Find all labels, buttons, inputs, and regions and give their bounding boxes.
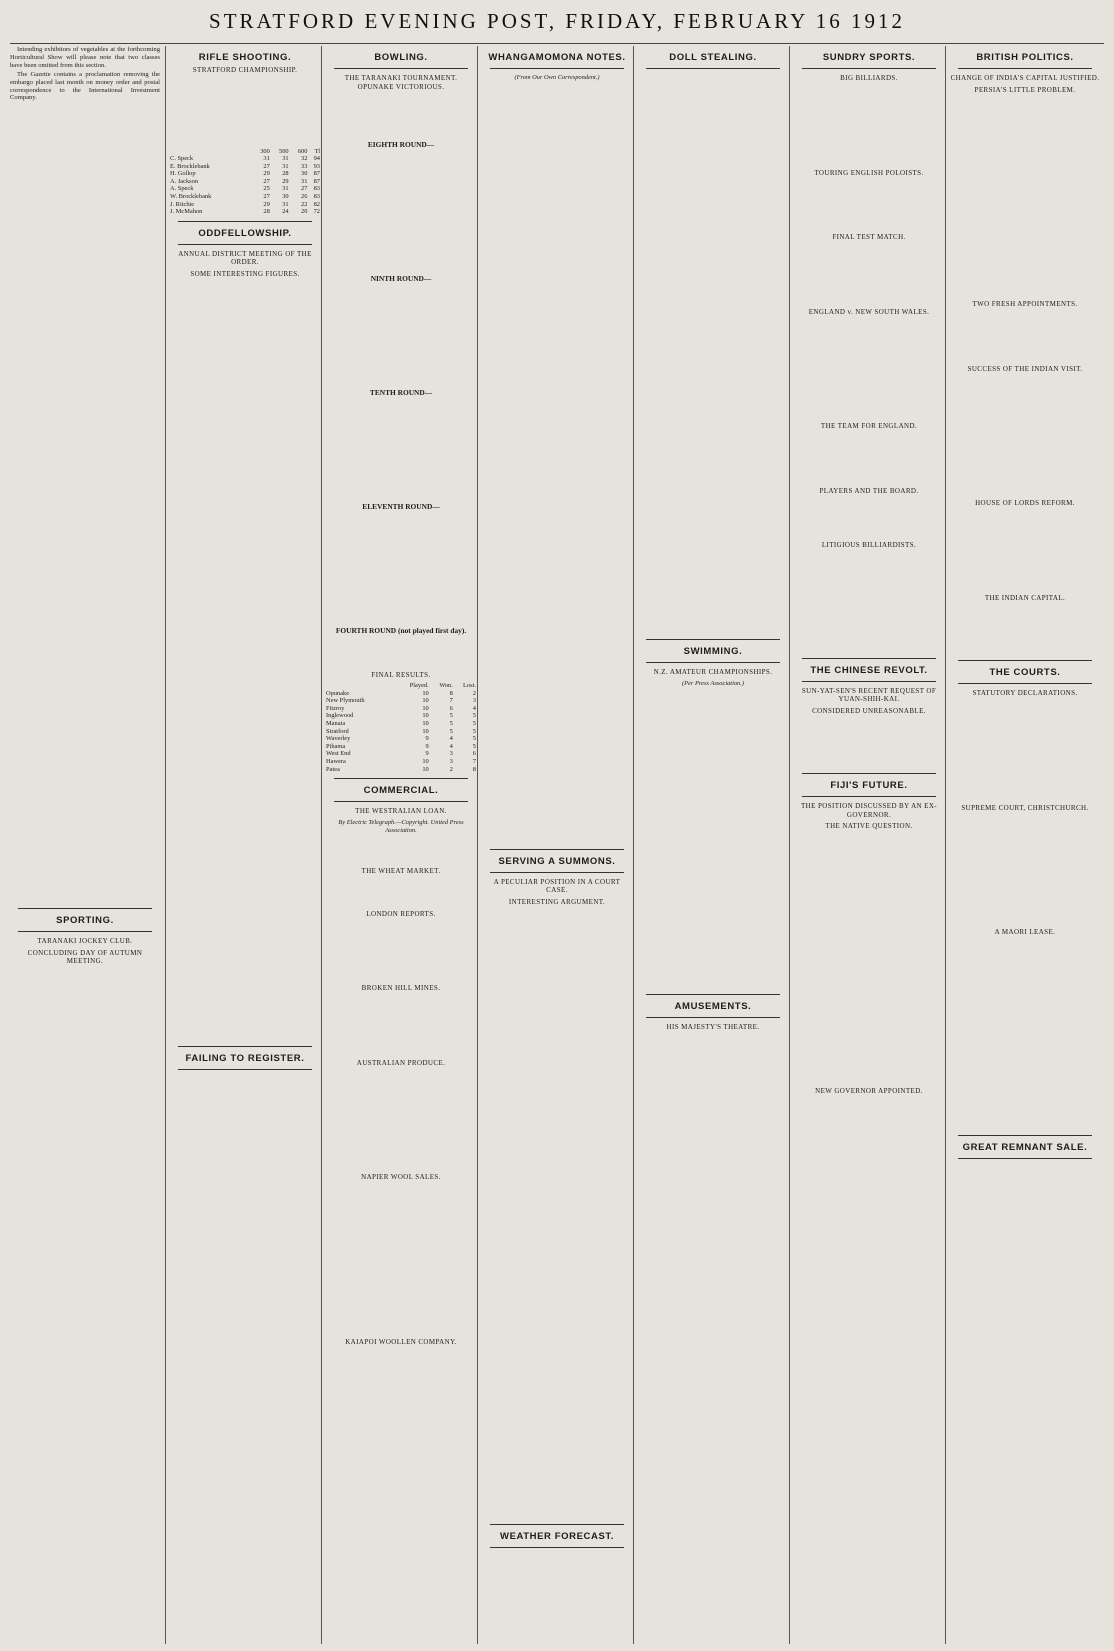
section-rule <box>18 931 152 932</box>
body-text-block <box>638 74 788 634</box>
table-row: Stratford 10 5 5 <box>326 727 476 735</box>
section-rule <box>958 660 1092 661</box>
section-rule <box>646 1017 780 1018</box>
body-text-block <box>326 1070 476 1170</box>
section-heading: GREAT REMNANT SALE. <box>962 1141 1088 1153</box>
body-text-block <box>482 84 632 844</box>
subheading: PLAYERS AND THE BOARD. <box>819 486 919 495</box>
body-text-block <box>482 909 632 1519</box>
subheading: A PECULIAR POSITION IN A COURT CASE. <box>493 877 621 895</box>
body-text-block <box>326 879 476 907</box>
subheading: INTERESTING ARGUMENT. <box>508 897 606 906</box>
body-text-block <box>326 996 476 1056</box>
section-rule <box>646 994 780 995</box>
round-heading: ELEVENTH ROUND— <box>362 501 440 511</box>
table-row: Inglewood 10 5 5 <box>326 712 476 720</box>
section-rule <box>178 244 312 245</box>
subheading: PERSIA'S LITTLE PROBLEM. <box>974 85 1076 94</box>
section-rule <box>178 1069 312 1070</box>
section-rule <box>958 68 1092 69</box>
intro-paragraph: Intending exhibitors of vegetables at the forthcoming Horticultural Show will please note that two classes have been omitted from this section. <box>10 46 160 69</box>
table-row: Manaia 10 5 5 <box>326 720 476 727</box>
column-1 <box>10 46 160 1644</box>
section-rule <box>490 1524 624 1525</box>
subheading: AUSTRALIAN PRODUCE. <box>356 1058 446 1067</box>
body-text-block <box>326 1185 476 1335</box>
subheading: THE INDIAN CAPITAL. <box>984 593 1066 602</box>
table-row: Waverley 9 4 5 <box>326 735 476 743</box>
column-3 <box>326 46 476 1644</box>
round-heading: NINTH ROUND— <box>370 273 432 283</box>
subheading: THE NATIVE QUESTION. <box>825 822 913 830</box>
body-text-block <box>950 815 1100 925</box>
body-text-block <box>794 319 944 419</box>
table-row: Hawera 10 3 7 <box>326 757 476 765</box>
body-text-block <box>170 78 320 148</box>
section-rule <box>958 683 1092 684</box>
subheading: SUPREME COURT, CHRISTCHURCH. <box>961 803 1089 812</box>
body-text-block <box>326 514 476 624</box>
body-text-block <box>950 940 1100 1130</box>
body-text-block <box>794 180 944 230</box>
body-text-block <box>794 86 944 166</box>
subheading: A MAORI LEASE. <box>994 928 1056 936</box>
gazette-paragraph: The Gazette contains a proclamation removing the embargo placed last month on money order and postal correspondence to the International Investment Company. <box>10 70 160 102</box>
subheading: CONSIDERED UNREASONABLE. <box>812 706 926 715</box>
subheading: TWO FRESH APPOINTMENTS. <box>972 300 1078 308</box>
newspaper-columns <box>10 46 1104 1644</box>
section-rule <box>334 778 468 779</box>
subheading: N.Z. AMATEUR CHAMPIONSHIPS. <box>653 668 773 676</box>
subheading: TARANAKI JOCKEY CLUB. <box>37 937 133 946</box>
section-heading: THE COURTS. <box>989 667 1061 678</box>
subheading: CHANGE OF INDIA'S CAPITAL JUSTIFIED. <box>950 74 1100 82</box>
subheading: STRATFORD CHAMPIONSHIP. <box>192 66 298 74</box>
body-text-block <box>170 281 320 1041</box>
body-text-block <box>326 836 476 864</box>
masthead: STRATFORD EVENING POST, FRIDAY, FEBRUARY 16 1912 <box>209 9 905 33</box>
section-rule <box>490 849 624 850</box>
body-text-block <box>950 376 1100 496</box>
column-2 <box>170 46 320 1644</box>
body-text-block <box>794 718 944 768</box>
section-heading: COMMERCIAL. <box>363 785 439 797</box>
table-row: W. Brocklebank 27 30 26 83 <box>170 193 320 201</box>
table-row: J. Ritchie 29 31 22 82 <box>170 200 320 208</box>
body-text-block <box>794 434 944 484</box>
table-row: J. McMahon 28 24 20 72 <box>170 208 320 216</box>
round-heading: FOURTH ROUND (not played first day). <box>335 625 467 635</box>
subheading: SUCCESS OF THE INDIAN VISIT. <box>967 364 1083 373</box>
wire-credit: (Per Press Association.) <box>682 679 744 687</box>
column-divider <box>633 46 634 1644</box>
subheading: THE TARANAKI TOURNAMENT. OPUNAKE VICTORIOUS. <box>344 74 458 91</box>
body-text-block <box>794 834 944 1084</box>
subheading: SOME INTERESTING FIGURES. <box>190 269 300 278</box>
table-row: H. Gollop 29 28 30 87 <box>170 170 320 178</box>
subheading: THE POSITION DISCUSSED BY AN EX-GOVERNOR. <box>800 802 938 819</box>
section-rule <box>646 68 780 69</box>
section-heading: FIJI'S FUTURE. <box>830 780 908 791</box>
subheading: BROKEN HILL MINES. <box>361 984 441 993</box>
section-heading: ODDFELLOWSHIP. <box>198 227 292 239</box>
section-heading: BOWLING. <box>374 52 428 63</box>
section-heading: SWIMMING. <box>683 646 743 657</box>
body-text-block <box>794 553 944 653</box>
table-row: Pihama 9 4 5 <box>326 742 476 750</box>
subheading: HIS MAJESTY'S THEATRE. <box>666 1023 760 1032</box>
section-heading: SPORTING. <box>56 915 114 927</box>
section-heading: RIFLE SHOOTING. <box>198 52 292 63</box>
table-row: E. Brocklebank 27 31 33 93 <box>170 162 320 170</box>
body-text-block <box>326 286 476 386</box>
section-heading: WEATHER FORECAST. <box>500 1531 614 1543</box>
body-text-block <box>950 701 1100 801</box>
section-heading: DOLL STEALING. <box>669 52 757 63</box>
table-row: New Plymouth 10 7 3 <box>326 697 476 705</box>
section-heading: SUNDRY SPORTS. <box>822 52 916 63</box>
section-heading: AMUSEMENTS. <box>674 1001 752 1013</box>
section-heading: WHANGAMOMONA NOTES. <box>488 52 626 63</box>
section-heading: BRITISH POLITICS. <box>976 52 1074 63</box>
body-text-block <box>950 97 1100 297</box>
table-row: West End 9 3 6 <box>326 750 476 758</box>
column-divider <box>789 46 790 1644</box>
section-rule <box>958 1158 1092 1159</box>
body-text-block <box>10 103 160 903</box>
column-divider <box>165 46 166 1644</box>
subheading: CONCLUDING DAY OF AUTUMN MEETING. <box>27 948 143 966</box>
subheading: FINAL RESULTS. <box>371 670 431 679</box>
table-row: Patea 10 2 8 <box>326 765 476 773</box>
section-rule <box>490 68 624 69</box>
table-row: C. Speck 31 31 32 94 <box>170 155 320 163</box>
body-text-block <box>326 94 476 138</box>
wire-credit: By Electric Telegraph.—Copyright. United Press Association. <box>338 818 464 834</box>
masthead-rule <box>10 43 1104 44</box>
column-4 <box>482 46 632 1644</box>
body-text-block <box>326 152 476 272</box>
subheading: FINAL TEST MATCH. <box>832 233 906 241</box>
correspondent-credit: (From Our Own Correspondent.) <box>514 74 600 81</box>
section-rule <box>334 68 468 69</box>
body-text-block <box>950 312 1100 362</box>
table-row: A. Speck 25 31 27 83 <box>170 185 320 193</box>
subheading: THE WESTRALIAN LOAN. <box>355 807 447 816</box>
body-text-block <box>326 921 476 981</box>
subheading: STATUTORY DECLARATIONS. <box>972 689 1078 697</box>
column-divider <box>945 46 946 1644</box>
section-rule <box>18 908 152 909</box>
section-rule <box>802 658 936 659</box>
subheading: TOURING ENGLISH POLOISTS. <box>814 168 924 177</box>
column-6 <box>794 46 944 1644</box>
section-heading: THE CHINESE REVOLT. <box>810 664 928 676</box>
subheading: NEW GOVERNOR APPOINTED. <box>815 1086 923 1095</box>
section-rule <box>490 872 624 873</box>
section-rule <box>334 801 468 802</box>
section-rule <box>802 681 936 682</box>
column-7 <box>950 46 1100 1644</box>
subheading: SUN-YAT-SEN'S RECENT REQUEST OF YUAN-SHIH-KAI. <box>801 686 937 703</box>
section-rule <box>958 1135 1092 1136</box>
section-rule <box>490 1547 624 1548</box>
section-rule <box>178 221 312 222</box>
table-header-row: 300 500 600 Tl <box>260 147 320 155</box>
section-rule <box>802 773 936 774</box>
subheading: KAIAPOI WOOLLEN COMPANY. <box>345 1337 457 1346</box>
section-rule <box>646 639 780 640</box>
subheading: ANNUAL DISTRICT MEETING OF THE ORDER. <box>178 249 312 267</box>
section-heading: FAILING TO REGISTER. <box>185 1053 305 1065</box>
subheading: THE TEAM FOR ENGLAND. <box>820 422 918 430</box>
subheading: ENGLAND v. NEW SOUTH WALES. <box>808 307 930 316</box>
rifle-scores-table <box>170 148 320 216</box>
table-header-row: Played. Won. Lost. <box>409 682 476 690</box>
subheading: LITIGIOUS BILLIARDISTS. <box>821 541 917 549</box>
subheading: THE WHEAT MARKET. <box>361 867 441 876</box>
table-row: A. Jackson 27 29 31 87 <box>170 177 320 185</box>
section-rule <box>802 68 936 69</box>
column-divider <box>321 46 322 1644</box>
body-text-block <box>950 605 1100 655</box>
table-row: Opunake 10 8 2 <box>326 689 476 697</box>
final-results-table <box>326 682 476 773</box>
body-text-block <box>794 245 944 305</box>
body-text-block <box>326 400 476 500</box>
section-rule <box>646 662 780 663</box>
section-rule <box>178 1046 312 1047</box>
table-row: Fitzroy 10 6 4 <box>326 704 476 712</box>
column-divider <box>477 46 478 1644</box>
subheading: LONDON REPORTS. <box>366 909 436 918</box>
body-text-block <box>794 498 944 538</box>
round-heading: TENTH ROUND— <box>369 387 433 397</box>
column-5 <box>638 46 788 1644</box>
body-text-block <box>950 511 1100 591</box>
section-rule <box>802 796 936 797</box>
subheading: BIG BILLIARDS. <box>840 74 898 82</box>
body-text-block <box>638 689 788 989</box>
body-text-block <box>326 638 476 668</box>
subheading: HOUSE OF LORDS REFORM. <box>975 499 1075 507</box>
round-heading: EIGHTH ROUND— <box>367 140 435 149</box>
subheading: NAPIER WOOL SALES. <box>361 1173 441 1182</box>
section-heading: SERVING A SUMMONS. <box>498 855 616 867</box>
